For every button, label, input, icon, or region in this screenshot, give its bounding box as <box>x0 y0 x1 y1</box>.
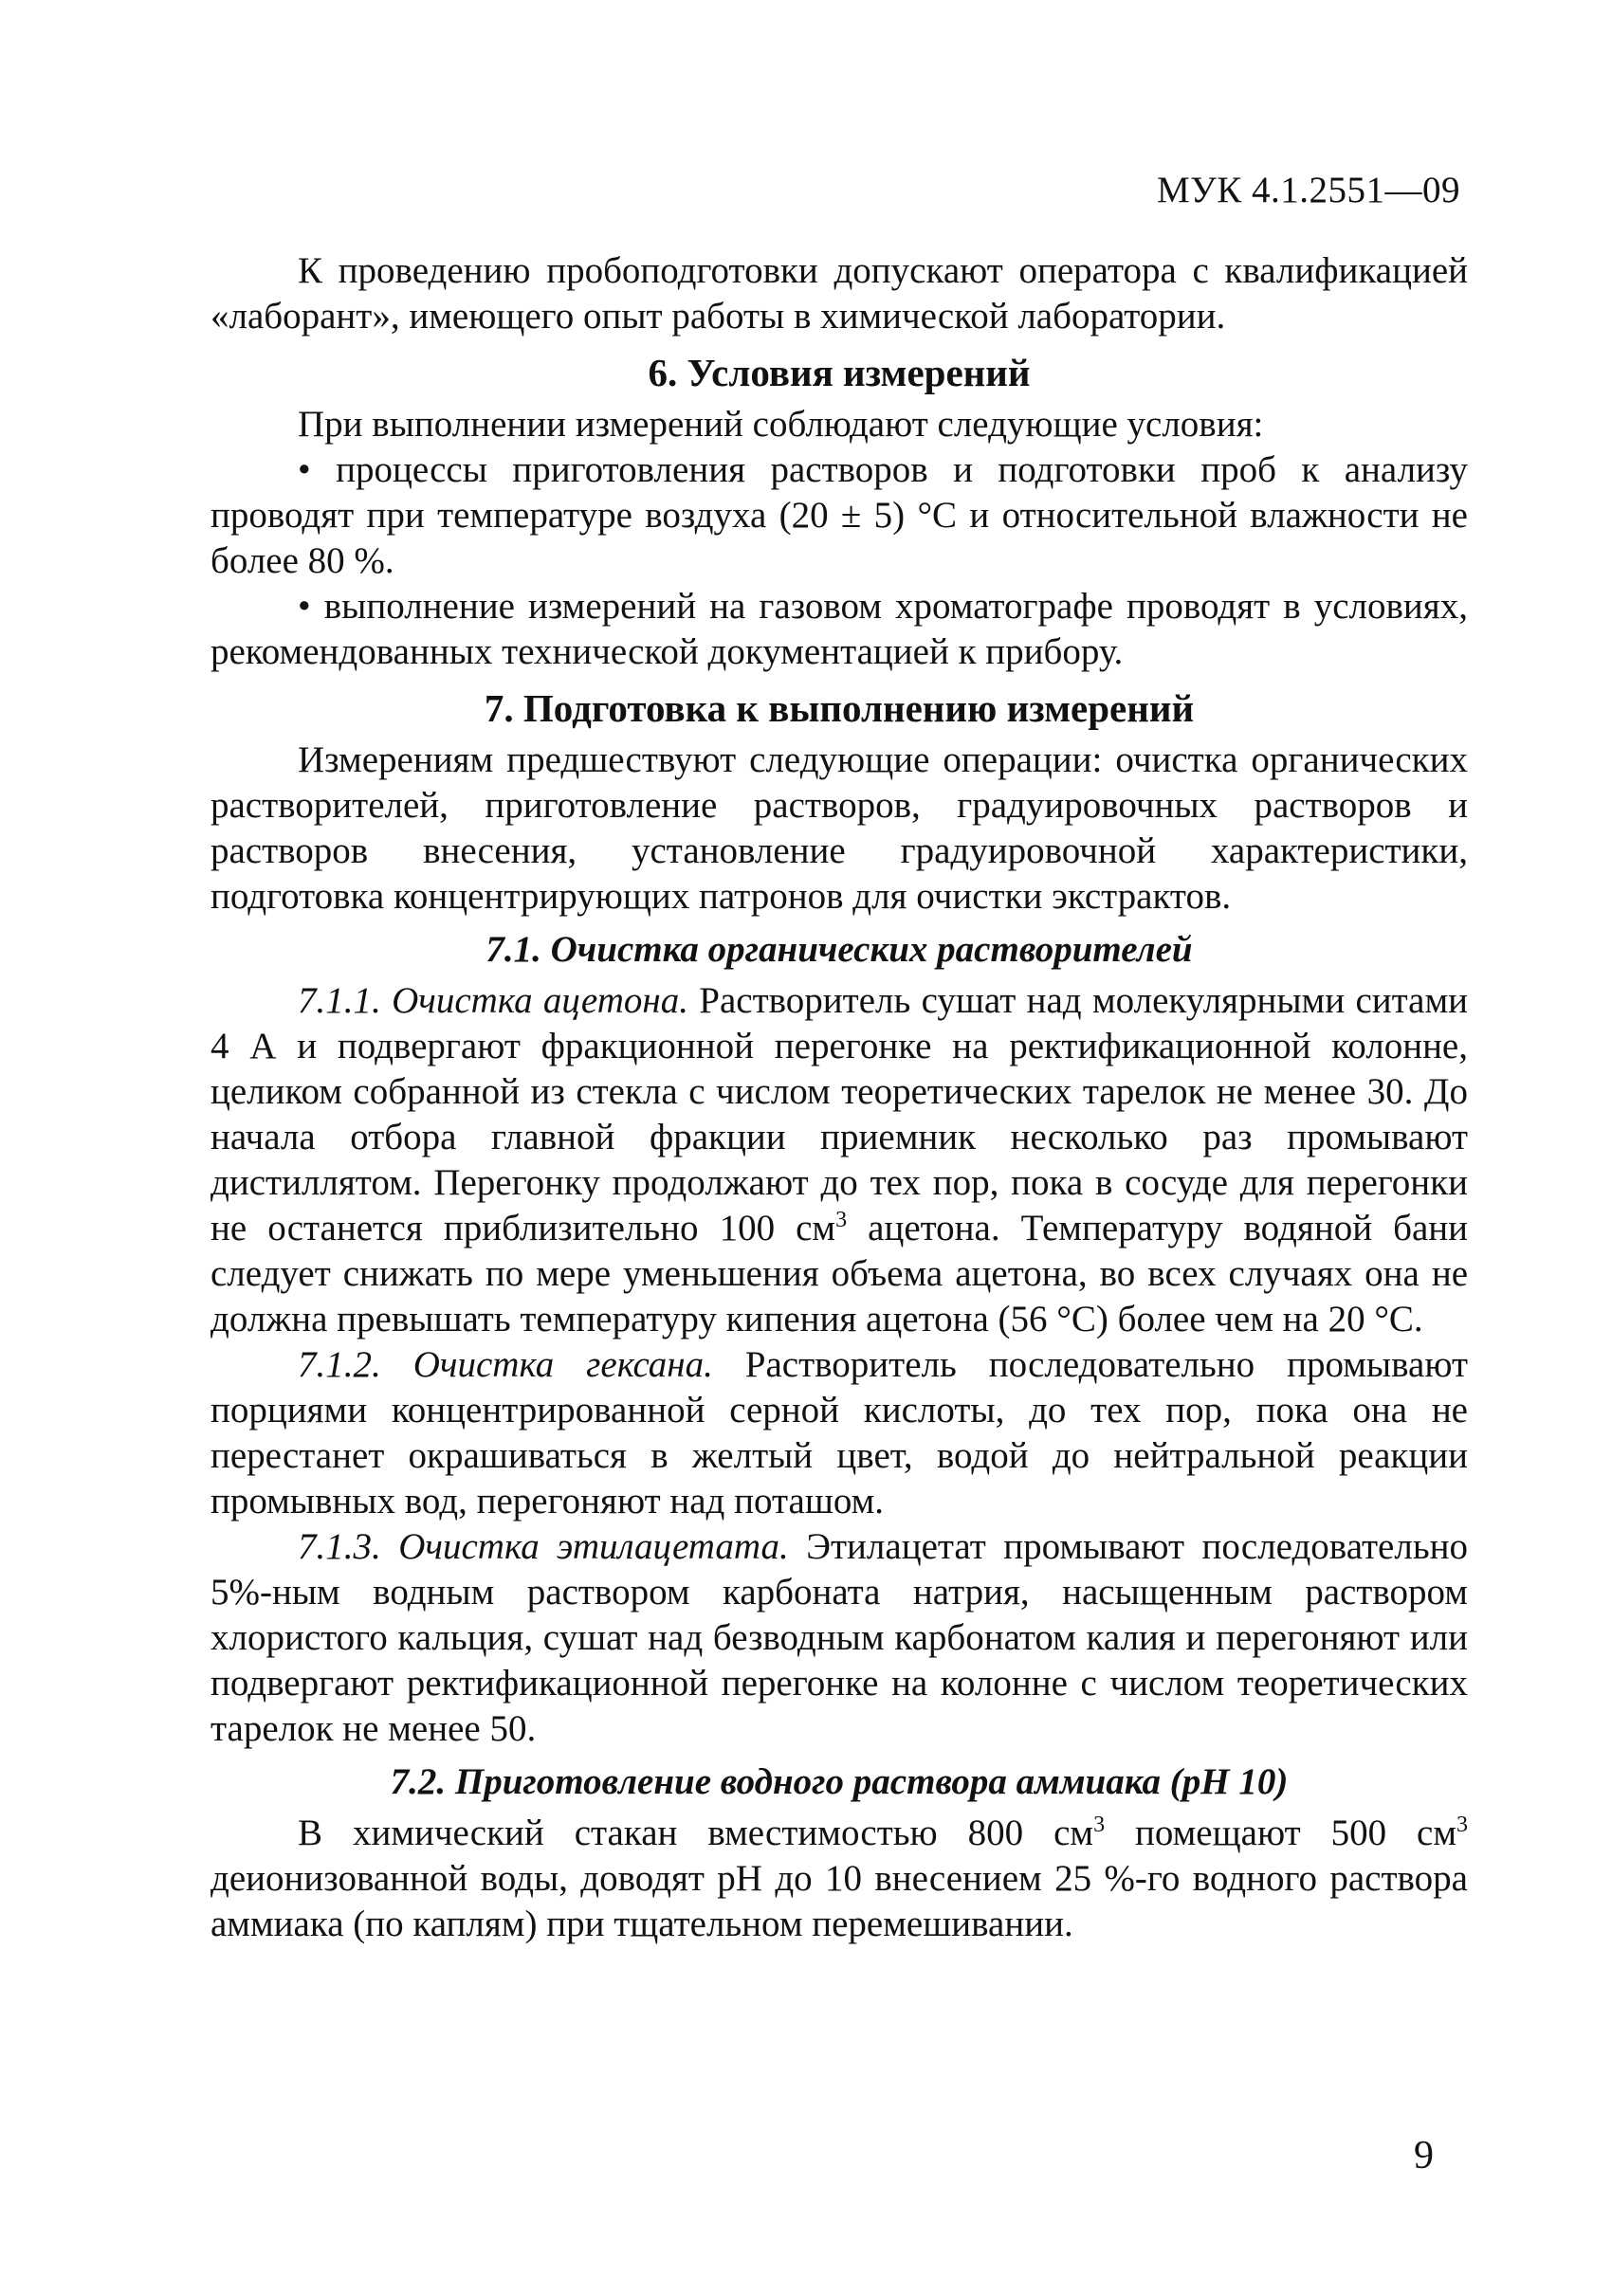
subsection-7-1-heading: 7.1. Очистка органических растворителей <box>485 929 1193 970</box>
paragraph-7-1-2-lead: 7.1.2. Очистка гексана. <box>298 1344 713 1385</box>
document-code: МУК 4.1.2551—09 <box>1156 170 1460 210</box>
section-6-lead: При выполнении измерений соблюдают следующие условия: <box>298 404 1264 445</box>
paragraph-7-2-text-c: деионизованной воды, доводят рН до 10 внесением 25 %-го водного раствора аммиака (по каплям) при тщательном перемешивании. <box>211 1858 1468 1944</box>
section-6-bullet-2: • выполнение измерений на газовом хроматографе проводят в условиях, рекомендованных технической документацией к прибору. <box>211 586 1468 672</box>
section-6-heading: 6. Условия измерений <box>648 351 1031 394</box>
paragraph-7-2 <box>211 1811 1468 1947</box>
paragraph-7-1-3-lead: 7.1.3. Очистка этилацетата. <box>298 1526 789 1567</box>
section-7-heading: 7. Подготовка к выполнению измерений <box>484 686 1195 730</box>
paragraph-7-1-1 <box>211 978 1468 1342</box>
superscript-3: 3 <box>835 1208 848 1232</box>
paragraph-7-1-3 <box>211 1524 1468 1752</box>
paragraph-7-1-2 <box>211 1342 1468 1524</box>
page-body <box>211 248 1468 1947</box>
paragraph-7-1-1-text-a: Растворитель сушат над молекулярными ситами 4 А и подвергают фракционной перегонке на ректификационной колонне, целиком собранной из стекла с числом теоретических тарелок не менее 30. До начала отбора главной фракции приемник несколько раз промывают дистиллятом. Перегонку продолжают до тех пор, пока в сосуде для перегонки не останется приблизительно 100 см <box>211 980 1469 1248</box>
paragraph-7-2-text-b: помещают 500 см <box>1105 1813 1456 1853</box>
page-number: 9 <box>1414 2134 1434 2178</box>
section-6-bullet-1: • процессы приготовления растворов и подготовки проб к анализу проводят при температуре воздуха (20 ± 5) °С и относительной влажности не более 80 %. <box>211 449 1468 581</box>
paragraph-7-1-3-text: Этилацетат промывают последовательно 5%-ным водным раствором карбоната натрия, насыщенным раствором хлористого кальция, сушат над безводным карбонатом калия и перегоняют или подвергают ректификационной перегонке на колонне с числом теоретических тарелок не менее 50. <box>211 1526 1468 1749</box>
subsection-7-2-heading: 7.2. Приготовление водного раствора аммиака (рН 10) <box>390 1761 1289 1802</box>
intro-paragraph: К проведению пробоподготовки допускают оператора с квалификацией «лаборант», имеющего опыт работы в химической лаборатории. <box>211 250 1468 337</box>
paragraph-7-1-1-lead: 7.1.1. Очистка ацетона. <box>298 980 688 1021</box>
superscript-3: 3 <box>1456 1813 1468 1837</box>
paragraph-7-1-1-text-b: ацетона. Температуру водяной бани следует снижать по мере уменьшения объема ацетона, во всех случаях она не должна превышать температуру кипения ацетона (56 °С) более чем на 20 °С. <box>211 1208 1468 1339</box>
section-7-intro: Измерениям предшествуют следующие операции: очистка органических растворителей, приготовление растворов, градуировочных растворов и растворов внесения, установление градуировочной характеристики, подготовка концентрирующих патронов для очистки экстрактов. <box>211 739 1468 917</box>
superscript-3: 3 <box>1093 1813 1106 1837</box>
paragraph-7-1-2-text: Растворитель последовательно промывают порциями концентрированной серной кислоты, до тех пор, пока она не перестанет окрашиваться в желтый цвет, водой до нейтральной реакции промывных вод, перегоняют над поташом. <box>211 1344 1468 1522</box>
paragraph-7-2-text-a: В химический стакан вместимостью 800 см <box>298 1813 1094 1853</box>
